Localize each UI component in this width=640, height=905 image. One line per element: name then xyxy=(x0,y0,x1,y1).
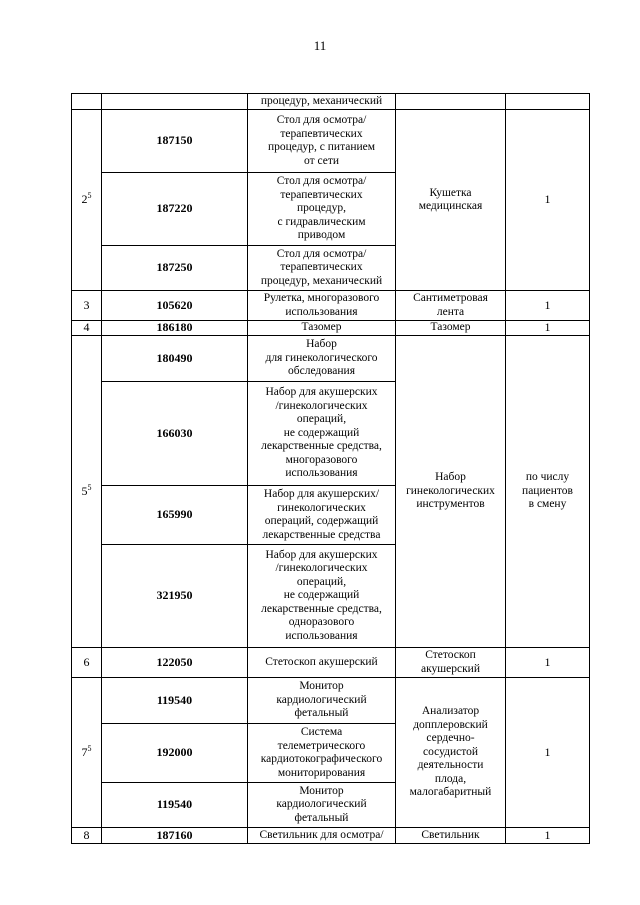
equipment-name-cell: Набор гинекологических инструментов xyxy=(396,336,506,648)
quantity-cell: 1 xyxy=(506,321,590,336)
code-cell: 187160 xyxy=(102,828,248,844)
item-name-cell: Стол для осмотра/ терапевтических процедур, с питанием от сети xyxy=(248,110,396,173)
table-row xyxy=(72,648,590,678)
item-name-cell: Система телеметрического кардиотокографического мониторирования xyxy=(248,724,396,783)
row-number: 2 xyxy=(81,192,88,207)
item-name-cell: Набор для акушерских/ гинекологических операций, содержащий лекарственные средства xyxy=(248,486,396,545)
quantity-cell: 1 xyxy=(506,648,590,678)
code-cell: 165990 xyxy=(102,486,248,545)
quantity-cell: 1 xyxy=(506,678,590,828)
code-cell xyxy=(102,94,248,110)
item-name-cell: процедур, механический xyxy=(248,94,396,110)
item-name-cell: Стол для осмотра/ терапевтических процедур, механический xyxy=(248,246,396,291)
page-number: 11 xyxy=(313,38,327,53)
table-row xyxy=(72,828,590,844)
row-number-cell xyxy=(72,94,102,110)
table-row xyxy=(72,336,590,382)
code-cell: 321950 xyxy=(102,545,248,648)
code-cell: 186180 xyxy=(102,321,248,336)
equipment-name-cell xyxy=(396,94,506,110)
code-cell: 187220 xyxy=(102,173,248,246)
row-number-cell xyxy=(72,110,102,291)
table-row xyxy=(72,291,590,321)
code-cell: 122050 xyxy=(102,648,248,678)
code-cell: 192000 xyxy=(102,724,248,783)
row-number-cell: 3 xyxy=(72,291,102,321)
quantity-cell xyxy=(506,94,590,110)
equipment-name-cell: Кушетка медицинская xyxy=(396,110,506,291)
item-name-cell: Набор для акушерских /гинекологических операций, не содержащий лекарственные средства, многоразового использования xyxy=(248,382,396,486)
item-name-cell: Рулетка, многоразового использования xyxy=(248,291,396,321)
code-cell: 166030 xyxy=(102,382,248,486)
item-name-cell: Тазомер xyxy=(248,321,396,336)
quantity-cell: 1 xyxy=(506,291,590,321)
item-name-cell: Набор для акушерских /гинекологических операций, не содержащий лекарственные средства, одноразового использования xyxy=(248,545,396,648)
equipment-name-cell: Анализатор допплеровский сердечно- сосудистой деятельности плода, малогабаритный xyxy=(396,678,506,828)
code-cell: 180490 xyxy=(102,336,248,382)
row-number: 5 xyxy=(81,483,88,498)
equipment-name-cell: Стетоскоп акушерский xyxy=(396,648,506,678)
equipment-name-cell: Тазомер xyxy=(396,321,506,336)
quantity-cell: 1 xyxy=(506,828,590,844)
item-name-cell: Стетоскоп акушерский xyxy=(248,648,396,678)
footnote-mark: 5 xyxy=(87,743,92,753)
code-cell: 119540 xyxy=(102,783,248,828)
footnote-mark: 5 xyxy=(87,191,92,201)
item-name-cell: Светильник для осмотра/ xyxy=(248,828,396,844)
row-number-cell: 6 xyxy=(72,648,102,678)
code-cell: 187150 xyxy=(102,110,248,173)
row-number: 7 xyxy=(81,744,88,759)
footnote-mark: 5 xyxy=(87,482,92,492)
row-number-cell xyxy=(72,336,102,648)
row-number-cell xyxy=(72,678,102,828)
code-cell: 187250 xyxy=(102,246,248,291)
row-number-cell: 4 xyxy=(72,321,102,336)
quantity-cell: по числу пациентов в смену xyxy=(506,336,590,648)
equipment-name-cell: Светильник xyxy=(396,828,506,844)
item-name-cell: Набор для гинекологического обследования xyxy=(248,336,396,382)
table-row xyxy=(72,321,590,336)
table-row xyxy=(72,678,590,724)
equipment-table xyxy=(71,93,590,844)
item-name-cell: Монитор кардиологический фетальный xyxy=(248,678,396,724)
equipment-name-cell: Сантиметровая лента xyxy=(396,291,506,321)
table-row xyxy=(72,110,590,173)
table-row xyxy=(72,94,590,110)
item-name-cell: Стол для осмотра/ терапевтических процедур, с гидравлическим приводом xyxy=(248,173,396,246)
code-cell: 119540 xyxy=(102,678,248,724)
code-cell: 105620 xyxy=(102,291,248,321)
item-name-cell: Монитор кардиологический фетальный xyxy=(248,783,396,828)
row-number-cell: 8 xyxy=(72,828,102,844)
quantity-cell: 1 xyxy=(506,110,590,291)
